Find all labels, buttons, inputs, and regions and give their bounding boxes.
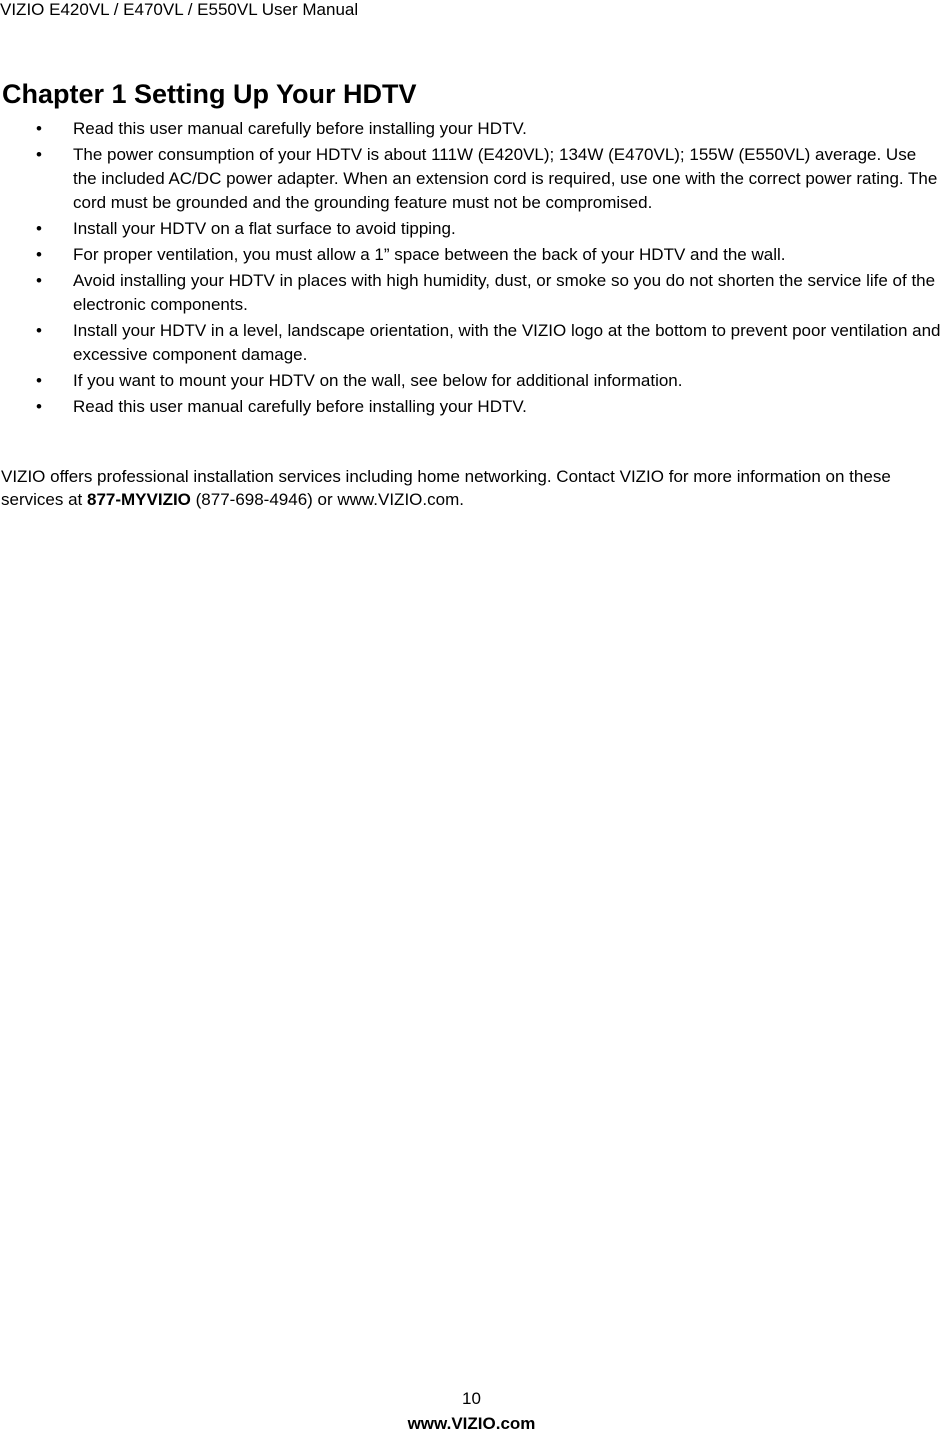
bullet-icon: • <box>36 371 42 390</box>
bullet-text: The power consumption of your HDTV is about 111W (E420VL); 134W (E470VL); 155W (E550VL) average. Use the included AC/DC power adapter. When an extension cord is required, use one with the correct power rating. The cord must be grounded and the grounding feature must not be compromised. <box>73 145 938 212</box>
bullet-item <box>0 243 943 267</box>
footer-website: www.VIZIO.com <box>407 1414 536 1433</box>
bullet-item <box>0 269 943 317</box>
bullet-icon: • <box>36 119 42 138</box>
bullet-text: Read this user manual carefully before installing your HDTV. <box>73 397 527 416</box>
bullet-item <box>0 395 943 419</box>
services-text: VIZIO offers professional installation services including home networking. Contact VIZIO for more information on these services at <box>1 467 891 509</box>
bullet-icon: • <box>36 245 42 264</box>
bullet-icon: • <box>36 219 42 238</box>
bullet-icon: • <box>36 271 42 290</box>
bullet-text: For proper ventilation, you must allow a 1” space between the back of your HDTV and the wall. <box>73 245 786 264</box>
installation-services-paragraph <box>1 465 941 511</box>
bullet-icon: • <box>36 145 42 164</box>
bullet-item <box>0 319 943 367</box>
bullet-item <box>0 369 943 393</box>
vizio-phone-name: 877-MYVIZIO <box>86 490 191 509</box>
bullet-text: Install your HDTV in a level, landscape orientation, with the VIZIO logo at the bottom to prevent poor ventilation and excessive component damage. <box>73 321 941 364</box>
running-header: VIZIO E420VL / E470VL / E550VL User Manual <box>0 0 359 19</box>
chapter-title: Chapter 1 Setting Up Your HDTV <box>2 79 417 109</box>
bullet-text: Avoid installing your HDTV in places with high humidity, dust, or smoke so you do not shorten the service life of the electronic components. <box>73 271 936 314</box>
bullet-text: If you want to mount your HDTV on the wall, see below for additional information. <box>73 371 683 390</box>
bullet-icon: • <box>36 397 42 416</box>
bullet-icon: • <box>36 321 42 340</box>
bullet-item <box>0 117 943 141</box>
page-number: 10 <box>462 1389 481 1408</box>
setup-bullet-list <box>0 117 943 421</box>
bullet-text: Install your HDTV on a flat surface to avoid tipping. <box>73 219 456 238</box>
bullet-item <box>0 143 943 215</box>
bullet-text: Read this user manual carefully before installing your HDTV. <box>73 119 527 138</box>
bullet-item <box>0 217 943 241</box>
services-contact-text: (877-698-4946) or www.VIZIO.com. <box>190 490 464 509</box>
